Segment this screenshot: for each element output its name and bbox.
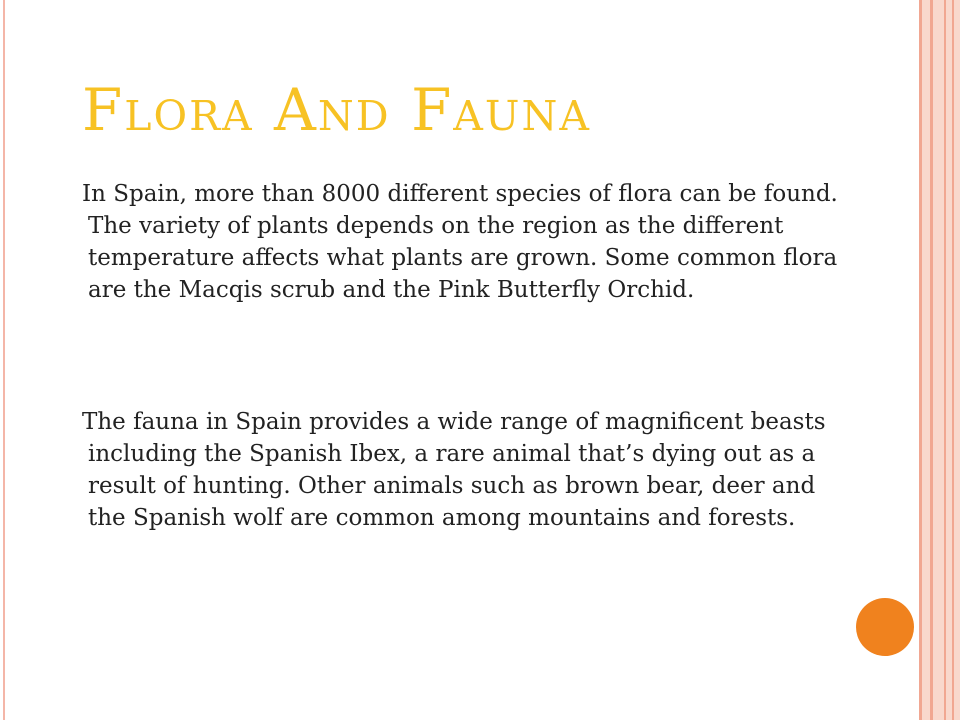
paragraph-flora-text: In Spain, more than 8000 different species of flora can be found. The variety of plants depends on the region as the different temperature affects what plants are grown. Some common flora are the Macqis scrub and the Pink Butterfly Orchid. <box>82 181 838 303</box>
right-border-line <box>944 0 946 720</box>
slide-title: Flora And Fauna <box>82 76 591 144</box>
body-paragraph-flora <box>62 178 842 306</box>
right-border-line <box>930 0 933 720</box>
right-border-line <box>952 0 954 720</box>
body-paragraph-fauna <box>62 406 842 534</box>
right-border-line <box>919 0 922 720</box>
left-border-line <box>3 0 5 720</box>
paragraph-fauna-text: The fauna in Spain provides a wide range of magnificent beasts including the Spanish Ibex, a rare animal that’s dying out as a result of hunting. Other animals such as brown bear, deer and the Spanish wolf are common among mountains and forests. <box>82 409 826 531</box>
orange-circle-decoration <box>856 598 914 656</box>
